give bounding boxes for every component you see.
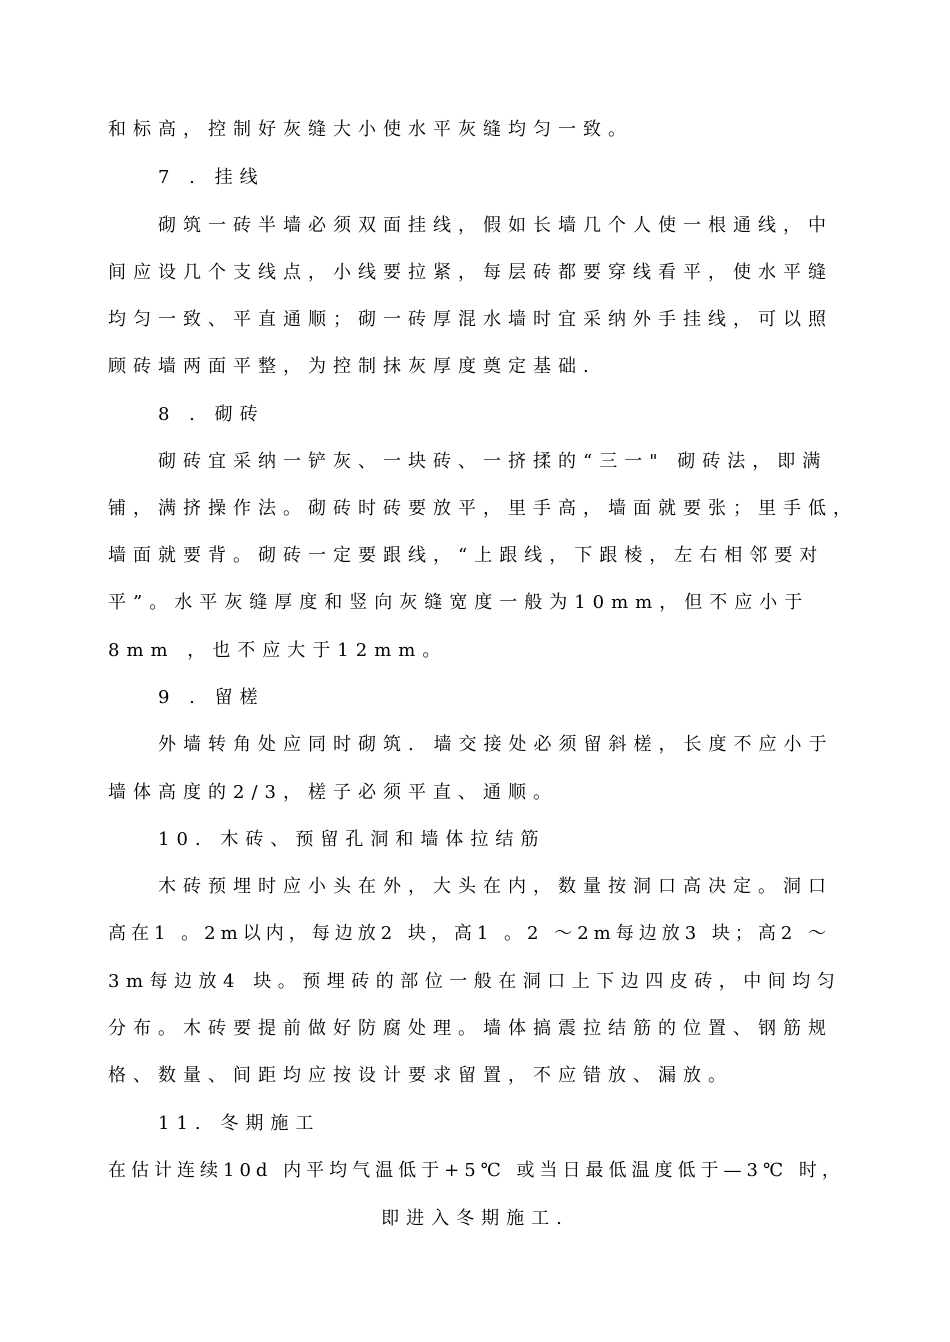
paragraph-line: 砌筑一砖半墙必须双面挂线，假如长墙几个人使一根通线，中 <box>158 215 833 236</box>
paragraph-line: 砌砖宜采纳一铲灰、一块砖、一挤揉的“三一" 砌砖法，即满 <box>158 451 828 472</box>
paragraph-line: 间应设几个支线点，小线要拉紧，每层砖都要穿线看平，使水平缝 <box>108 262 833 283</box>
paragraph-line: 分布。木砖要提前做好防腐处理。墙体搞震拉结筋的位置、钢筋规 <box>108 1018 833 1039</box>
paragraph-line: 顾砖墙两面平整，为控制抹灰厚度奠定基础. <box>108 356 596 377</box>
paragraph-line: 外墙转角处应同时砌筑. 墙交接处必须留斜槎，长度不应小于 <box>158 734 834 755</box>
paragraph-line: 墙面就要背。砌砖一定要跟线，“上跟线，下跟棱，左右相邻要对 <box>108 545 825 566</box>
paragraph-line: 格、数量、间距均应按设计要求留置，不应错放、漏放。 <box>108 1065 733 1086</box>
paragraph-line-centered: 即进入冬期施工. <box>381 1208 569 1229</box>
paragraph-line: 8mm ，也不应大于12mm。 <box>108 640 448 661</box>
paragraph-line: 3m每边放4 块。预埋砖的部位一般在洞口上下边四皮砖，中间均匀 <box>108 971 842 992</box>
paragraph-line: 铺，满挤操作法。砌砖时砖要放平，里手高，墙面就要张；里手低， <box>108 498 858 519</box>
section-heading-8: 8 . 砌砖 <box>158 404 265 425</box>
paragraph-line: 在估计连续10d 内平均气温低于+5℃ 或当日最低温度低于—3℃ 时， <box>108 1160 845 1181</box>
section-heading-9: 9 . 留槎 <box>158 687 265 708</box>
section-heading-10: 10. 木砖、预留孔洞和墙体拉结筋 <box>158 829 546 850</box>
section-heading-7: 7 . 挂线 <box>158 167 265 188</box>
paragraph-line: 墙体高度的2/3，槎子必须平直、通顺。 <box>108 782 558 803</box>
paragraph-line: 均匀一致、平直通顺；砌一砖厚混水墙时宜采纳外手挂线，可以照 <box>108 309 833 330</box>
paragraph-line: 高在1 。2m以内，每边放2 块，高1 。2 ～2m每边放3 块；高2 ～ <box>108 923 832 944</box>
paragraph-line: 平”。水平灰缝厚度和竖向灰缝宽度一般为10mm，但不应小于 <box>108 592 810 613</box>
paragraph-line: 木砖预埋时应小头在外，大头在内，数量按洞口高决定。洞口 <box>158 876 833 897</box>
section-heading-11: 11. 冬期施工 <box>158 1113 321 1134</box>
paragraph-line: 和标高，控制好灰缝大小使水平灰缝均匀一致。 <box>108 119 633 140</box>
